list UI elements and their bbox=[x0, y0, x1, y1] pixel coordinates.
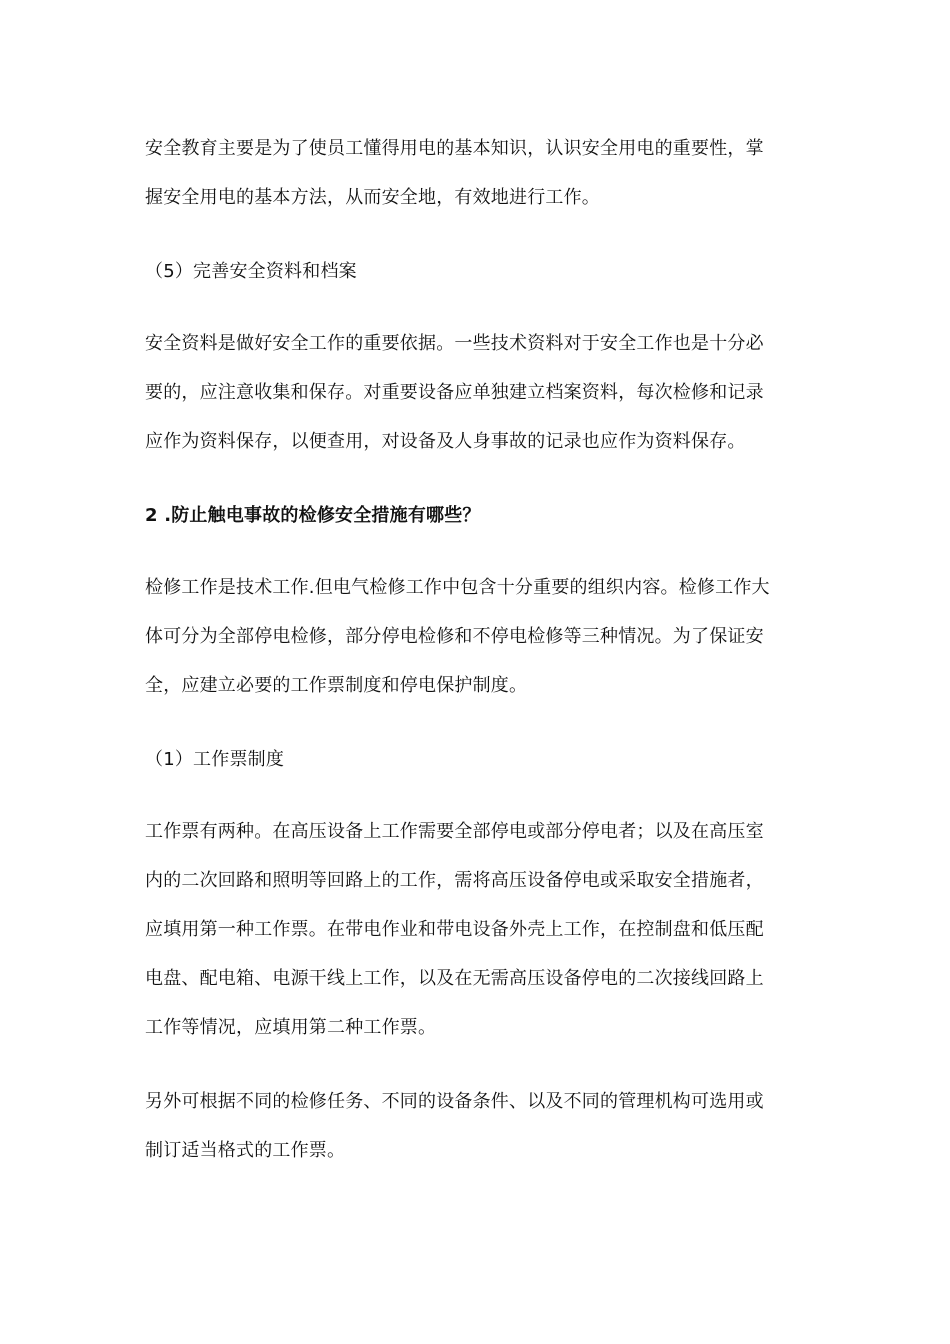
text-line: 电盘、配电箱、电源干线上工作，以及在无需高压设备停电的二次接线回路上 bbox=[145, 968, 764, 989]
paragraph-work-ticket-types bbox=[145, 807, 805, 1052]
text-line: 工作等情况，应填用第二种工作票。 bbox=[145, 1017, 437, 1038]
subheading-work-ticket-system bbox=[145, 735, 805, 784]
text-line: （1）工作票制度 bbox=[145, 749, 285, 770]
subheading-safety-records bbox=[145, 247, 805, 296]
text-line: 2 .防止触电事故的检修安全措施有哪些？ bbox=[145, 505, 481, 526]
text-line: 检修工作是技术工作.但电气检修工作中包含十分重要的组织内容。检修工作大 bbox=[145, 577, 770, 598]
text-line: 工作票有两种。在高压设备上工作需要全部停电或部分停电者；以及在高压室 bbox=[145, 821, 764, 842]
text-line: 应填用第一种工作票。在带电作业和带电设备外壳上工作，在控制盘和低压配 bbox=[145, 919, 764, 940]
text-line: 体可分为全部停电检修，部分停电检修和不停电检修等三种情况。为了保证安 bbox=[145, 626, 764, 647]
text-line: 要的，应注意收集和保存。对重要设备应单独建立档案资料，每次检修和记录 bbox=[145, 382, 764, 403]
paragraph-safety-records bbox=[145, 319, 805, 466]
text-line: 全，应建立必要的工作票制度和停电保护制度。 bbox=[145, 675, 528, 696]
text-line: （5）完善安全资料和档案 bbox=[145, 261, 357, 282]
text-line: 握安全用电的基本方法，从而安全地，有效地进行工作。 bbox=[145, 187, 600, 208]
text-line: 安全资料是做好安全工作的重要依据。一些技术资料对于安全工作也是十分必 bbox=[145, 333, 764, 354]
section-heading-maintenance-measures bbox=[145, 491, 805, 540]
paragraph-work-ticket-formats bbox=[145, 1077, 805, 1175]
text-line: 安全教育主要是为了使员工懂得用电的基本知识，认识安全用电的重要性，掌 bbox=[145, 138, 764, 159]
text-line: 内的二次回路和照明等回路上的工作，需将高压设备停电或采取安全措施者， bbox=[145, 870, 764, 891]
paragraph-safety-education bbox=[145, 124, 805, 222]
text-line: 制订适当格式的工作票。 bbox=[145, 1140, 346, 1161]
paragraph-maintenance-work bbox=[145, 563, 805, 710]
text-line: 应作为资料保存，以便查用，对设备及人身事故的记录也应作为资料保存。 bbox=[145, 431, 746, 452]
text-line: 另外可根据不同的检修任务、不同的设备条件、以及不同的管理机构可选用或 bbox=[145, 1091, 764, 1112]
